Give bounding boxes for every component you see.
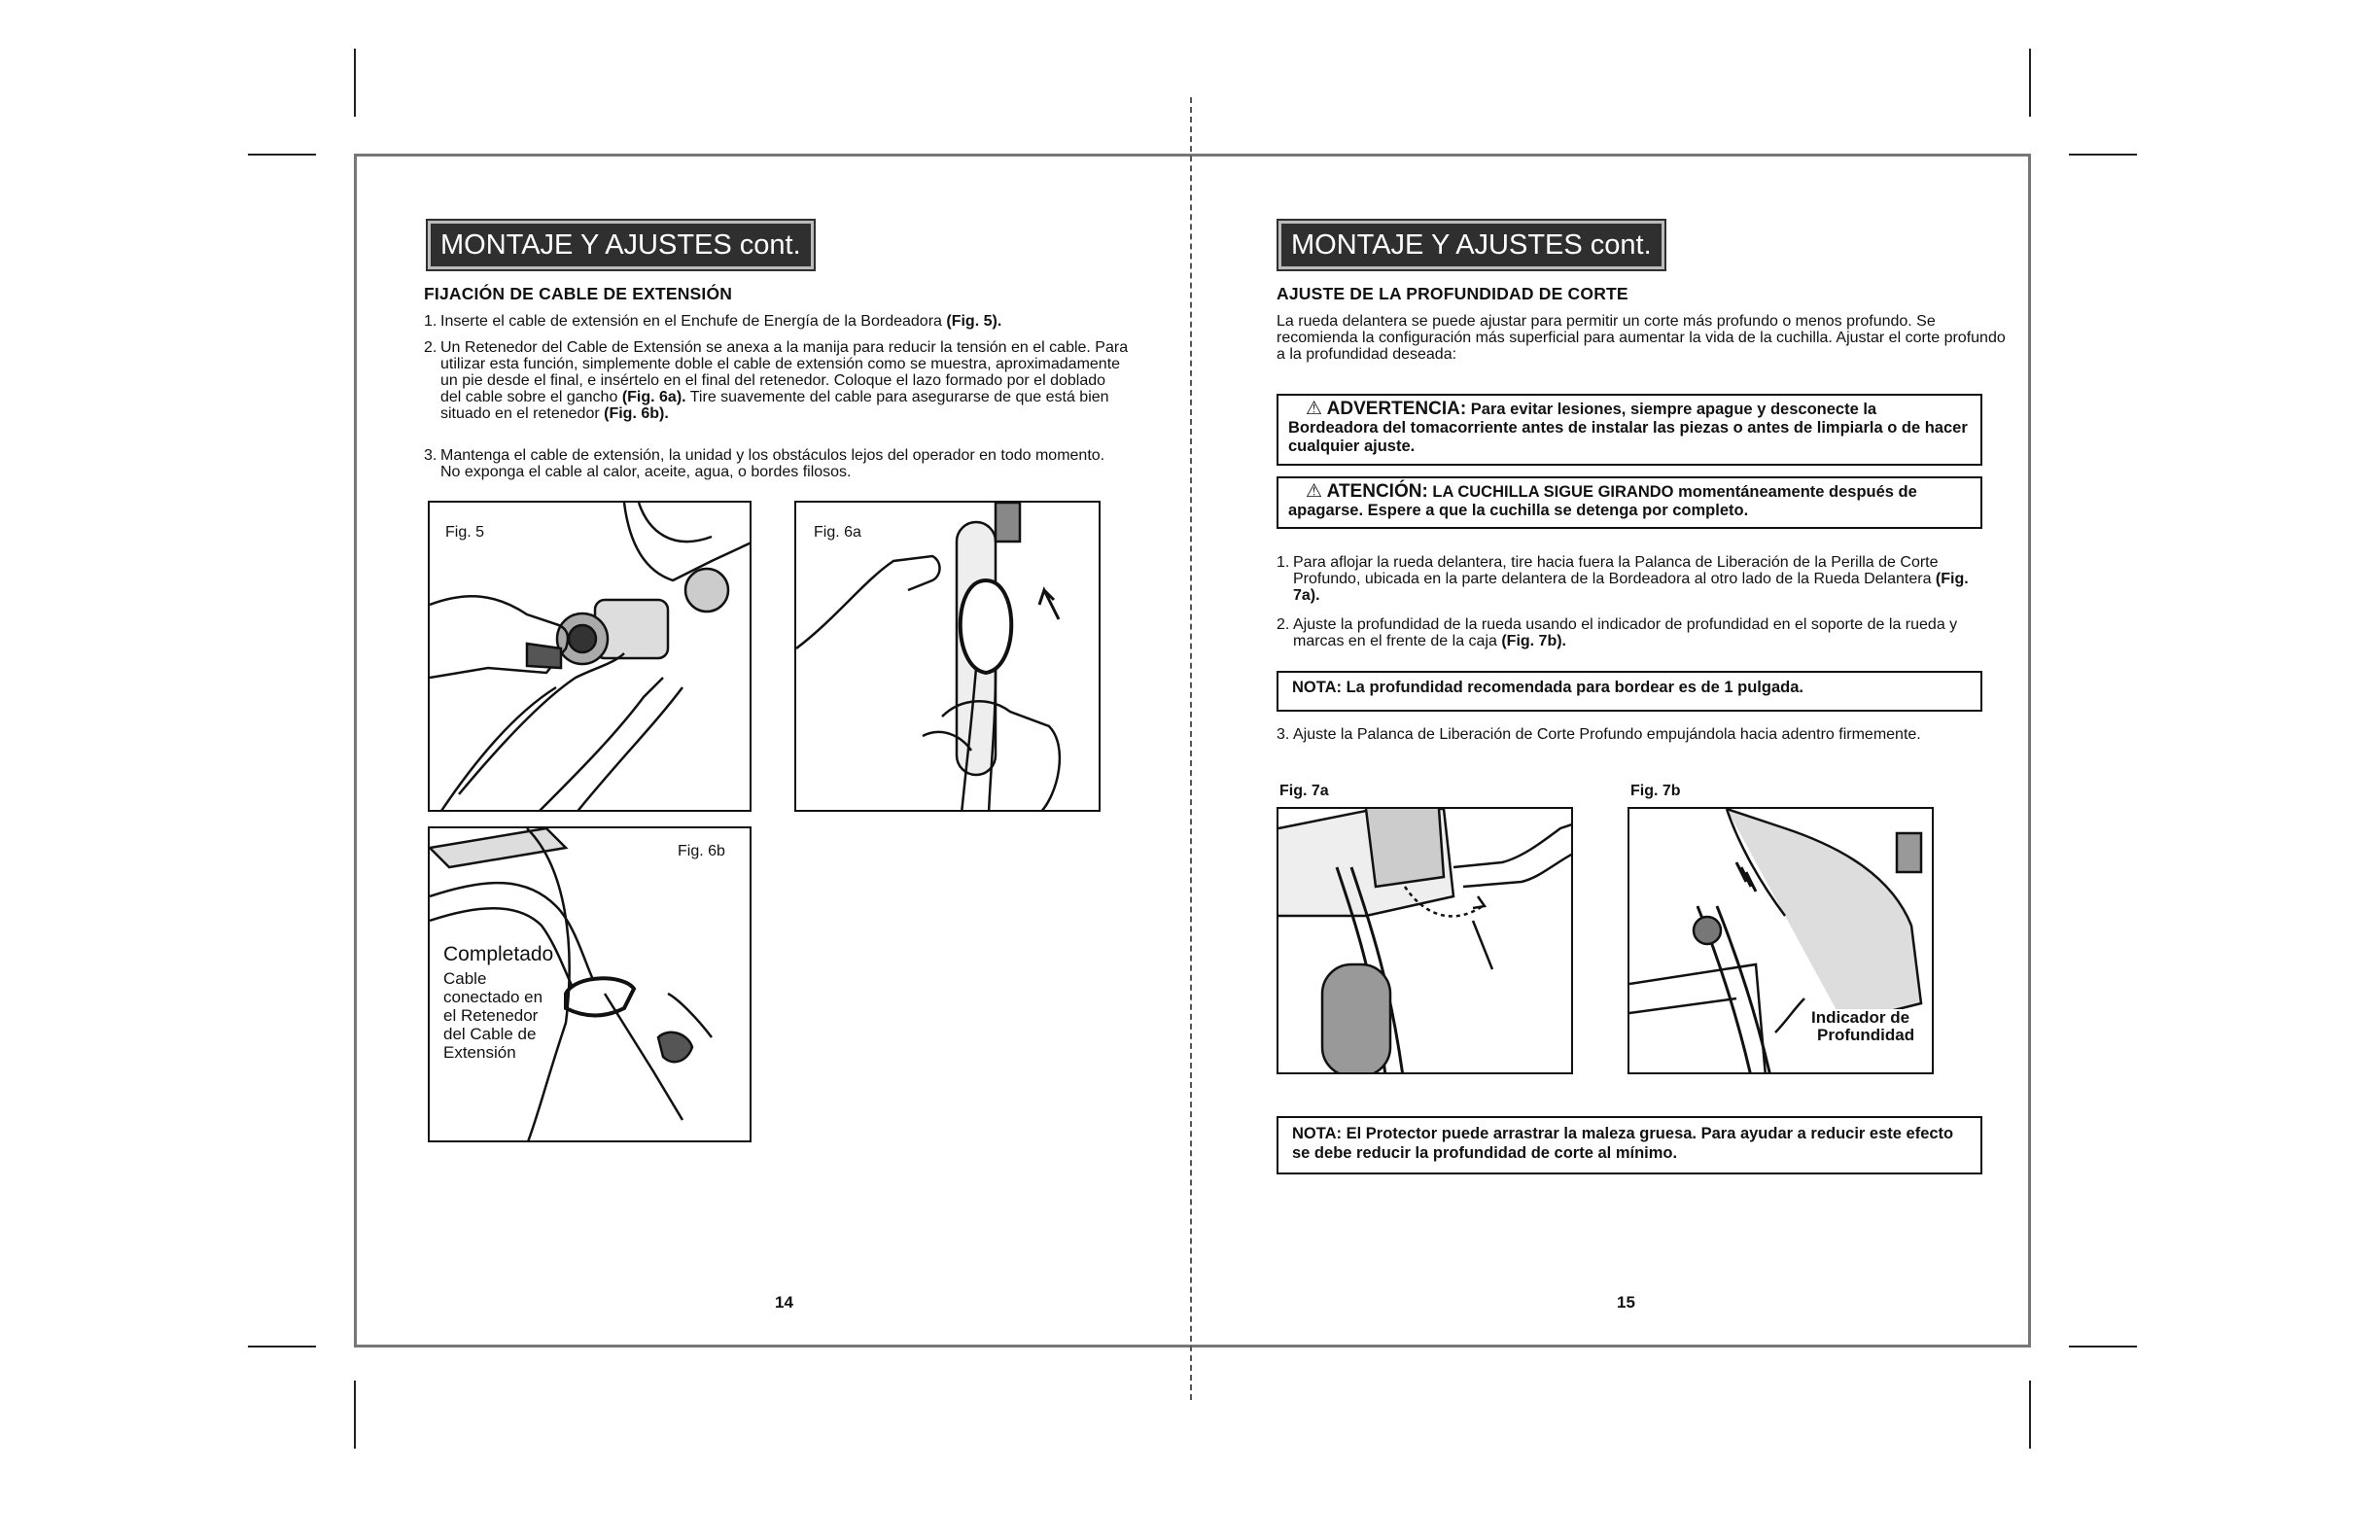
figure-ref: (Fig. 5). (946, 313, 1002, 330)
warning-text: Para evitar lesiones, siempre apague y desconecte la Bordeadora del tomacorriente antes de instalar las piezas o antes de limpiarla o de hacer cualquier ajuste. (1288, 401, 1968, 455)
figure-label: Fig. 7a (1279, 783, 1329, 799)
list-number: 1. (424, 313, 438, 330)
list-text: Ajuste la Palanca de Liberación de Corte Profundo empujándola hacia adentro firmemente. (1293, 726, 1921, 743)
crop-mark (2029, 1381, 2031, 1449)
figure-label: Fig. 6a (814, 524, 861, 541)
caution-box (1277, 476, 1982, 529)
figure-5 (428, 501, 752, 812)
note-box: NOTA: El Protector puede arrastrar la maleza gruesa. Para ayudar a reducir este efecto se debe reducir la profundidad de corte al mínimo. (1277, 1116, 1982, 1174)
list-text: Un Retenedor del Cable de Extensión se anexa a la manija para reducir la tensión en el cable. Para utilizar esta función, simplemente doble el cable de extensión como se muestra, aproximadamente un pie desde el final, e insértelo en el final del retenedor. Coloque el lazo formado por el doblado del cable sobre el gancho (440, 339, 1129, 405)
list-number: 1. (1277, 554, 1290, 571)
figure-7a (1277, 807, 1573, 1074)
crop-mark (2029, 49, 2031, 117)
page-number-left: 14 (775, 1293, 793, 1312)
crop-mark (354, 49, 356, 117)
fold-line (1190, 97, 1192, 1400)
fig7a-illustration (1278, 809, 1573, 1074)
section-banner-right: MONTAJE Y AJUSTES cont. (1278, 221, 1664, 269)
list-text: Para aflojar la rueda delantera, tire hacia fuera la Palanca de Liberación de la Perilla de Corte Profundo, ubicada en la parte delantera de la Bordeadora al otro lado de la Rueda Delantera (1293, 554, 1939, 587)
warning-icon: ⚠ (1306, 481, 1323, 502)
figure-label: Fig. 7b (1630, 783, 1681, 799)
intro-paragraph: La rueda delantera se puede ajustar para permitir un corte más profundo o menos profundo. Se recomienda la configuración más superficial para aumentar la vida de la cuchilla. Ajustar el corte profundo a la profundidad deseada: (1277, 313, 2006, 363)
warning-box (1277, 394, 1982, 466)
list-text: Inserte el cable de extensión en el Enchufe de Energía de la Bordeadora (440, 313, 942, 330)
section-title-left: FIJACIÓN DE CABLE DE EXTENSIÓN (424, 284, 733, 303)
warning-label: ADVERTENCIA: (1326, 399, 1467, 419)
list-number: 2. (1277, 616, 1290, 633)
warning-icon: ⚠ (1306, 399, 1323, 419)
crop-mark (2069, 154, 2137, 156)
fig5-illustration (430, 503, 752, 812)
list-number: 3. (424, 447, 438, 464)
section-banner-left: MONTAJE Y AJUSTES cont. (428, 221, 814, 269)
list-text: Ajuste la profundidad de la rueda usando el indicador de profundidad en el soporte de la rueda y marcas en el frente de la caja (1293, 616, 1958, 649)
figure-7b (1628, 807, 1934, 1074)
section-title-right: AJUSTE DE LA PROFUNDIDAD DE CORTE (1277, 284, 1628, 303)
figure-ref: (Fig. 7b). (1501, 633, 1566, 649)
figure-ref: (Fig. 6b). (604, 405, 669, 422)
page-number-right: 15 (1617, 1293, 1635, 1312)
depth-indicator-callout: Indicador de Profundidad (1811, 1008, 1915, 1044)
figure-label: Fig. 5 (445, 524, 485, 541)
figure-ref: (Fig. 6a). (621, 389, 686, 405)
figure-label: Fig. 6b (678, 843, 725, 859)
crop-mark (354, 1381, 356, 1449)
crop-mark (248, 1346, 316, 1348)
list-text: Mantenga el cable de extensión, la unidad y los obstáculos lejos del operador en todo momento. No exponga el cable al calor, aceite, agua, o bordes filosos. (440, 447, 1105, 480)
fig6b-caption: Cable conectado en el Retenedor del Cable de Extensión (443, 969, 543, 1062)
list-number: 2. (424, 339, 438, 356)
figure-6b (428, 826, 752, 1142)
caution-text: LA CUCHILLA SIGUE GIRANDO momentáneamente después de apagarse. Espere a que la cuchilla se detenga por completo. (1288, 483, 1917, 519)
caution-label: ATENCIÓN: (1326, 481, 1428, 502)
figure-6a (794, 501, 1101, 812)
list-number: 3. (1277, 726, 1290, 743)
crop-mark (2069, 1346, 2137, 1348)
note-box: NOTA: La profundidad recomendada para bordear es de 1 pulgada. (1277, 671, 1982, 712)
fig6b-title: Completado (443, 943, 554, 965)
crop-mark (248, 154, 316, 156)
figure-ref: (Fig. 7a). (1293, 571, 1969, 604)
list-text: Tire suavemente del cable para asegurarse de que está bien situado en el retenedor (440, 389, 1109, 422)
fig6a-illustration (796, 503, 1101, 812)
